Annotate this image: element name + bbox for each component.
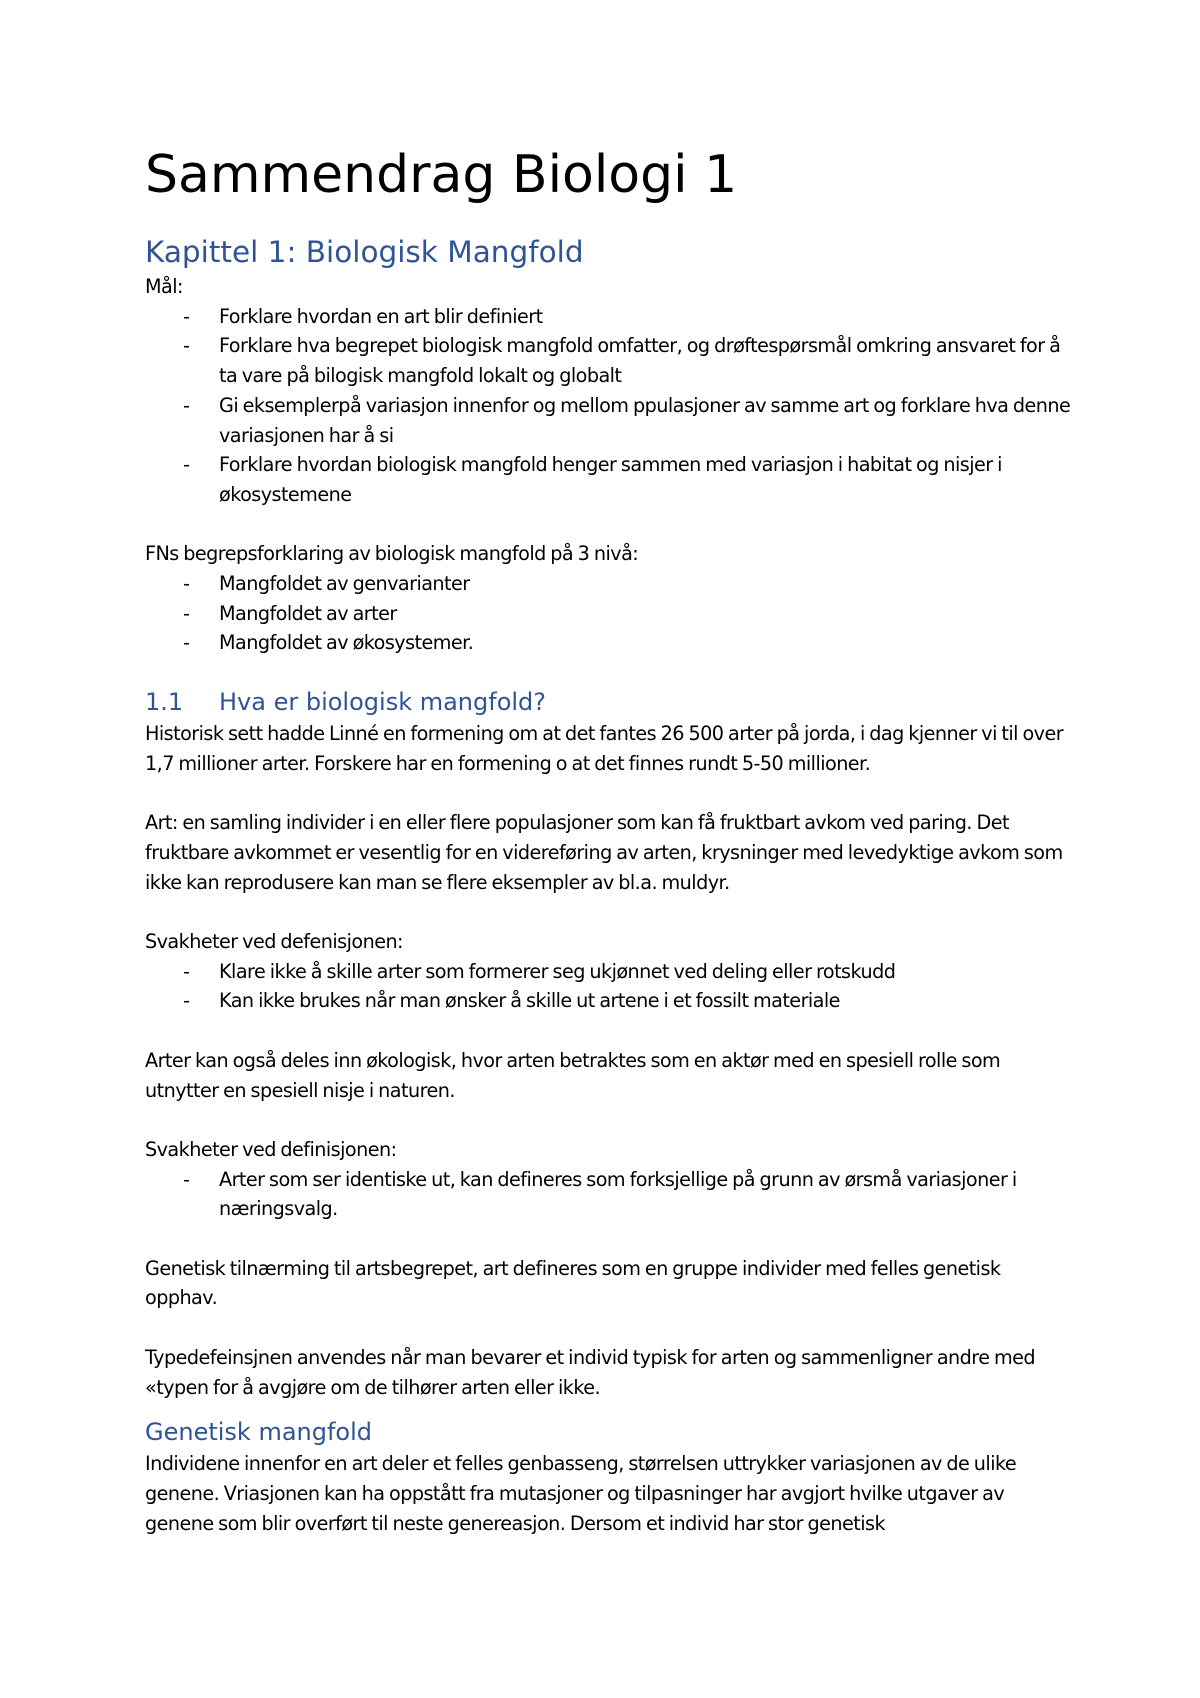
fn-intro-paragraph: FNs begrepsforklaring av biologisk mangfold på 3 nivå: [145, 542, 639, 566]
spacer [145, 1313, 1075, 1343]
goals-label: Mål: [145, 275, 183, 298]
list-item: - Forklare hvordan biologisk mangfold henger sammen med variasjon i habitat og nisjer i økosystemene [145, 450, 1075, 509]
genetic-diversity-paragraph: Individene innenfor en art deler et felles genbasseng, størrelsen uttrykker variasjonen av de ulike genene. Vriasjonen kan ha oppstått fra mutasjoner og tilpasninger har avgjort hvilke utgaver av genene som blir overført til neste genereasjon. Dersom et individ har stor genetisk [145, 1452, 1017, 1535]
weaknesses-list [145, 957, 1075, 1016]
list-item: - Mangfoldet av genvarianter [145, 569, 1075, 599]
spacer [145, 897, 1075, 927]
type-definition-paragraph: Typedefeinsjnen anvendes når man bevarer et individ typisk for arten og sammenligner andre med «typen for å avgjøre om de tilhører arten eller ikke. [145, 1345, 1036, 1399]
list-item: - Klare ikke å skille arter som formerer seg ukjønnet ved deling eller rotskudd [145, 957, 1075, 987]
section-number: 1.1 [145, 688, 184, 717]
ecological-paragraph: Arter kan også deles inn økologisk, hvor arten betraktes som en aktør med en spesiell rolle som utnytter en spesiell nisje i naturen. [145, 1048, 1001, 1102]
list-item: - Forklare hvordan en art blir definiert [145, 302, 1075, 332]
list-item: - Gi eksemplerpå variasjon innenfor og mellom ppulasjoner av samme art og forklare hva denne variasjonen har å si [145, 391, 1075, 450]
weaknesses-list [145, 1165, 1075, 1224]
section-title: Hva er biologisk mangfold? [219, 688, 547, 717]
weaknesses-label: Svakheter ved definisjonen: [145, 1137, 397, 1161]
chapter-heading: Kapittel 1: Biologisk Mangfold [145, 235, 584, 269]
list-item: - Arter som ser identiske ut, kan defineres som forksjellige på grunn av ørsmå variasjoner i næringsvalg. [145, 1165, 1075, 1224]
goals-list [145, 302, 1075, 510]
genetic-approach-paragraph: Genetisk tilnærming til artsbegrepet, art defineres som en gruppe individer med felles genetisk opphav. [145, 1256, 1001, 1310]
document-body [145, 232, 1075, 1538]
art-definition-paragraph: Art: en samling individer i en eller flere populasjoner som kan få fruktbart avkom ved paring. Det fruktbare avkommet er vesentlig for en videreføring av arten, krysninger med levedyktige avkom som ikke kan reprodusere kan man se flere eksempler av bl.a. muldyr. [145, 811, 1063, 894]
history-paragraph: Historisk sett hadde Linné en formening om at det fantes 26 500 arter på jorda, i dag kjenner vi til over 1,7 millioner arter. Forskere har en formening o at det finnes rundt 5-50 millioner. [145, 722, 1064, 775]
list-item: - Kan ikke brukes når man ønsker å skille ut artene i et fossilt materiale [145, 986, 1075, 1016]
list-item: - Forklare hva begrepet biologisk mangfold omfatter, og drøftespørsmål omkring ansvaret for å ta vare på bilogisk mangfold lokalt og globalt [145, 331, 1075, 390]
spacer [145, 510, 1075, 540]
section-heading-1-1 [145, 686, 1075, 719]
list-item: - Mangfoldet av arter [145, 599, 1075, 629]
document-title: Sammendrag Biologi 1 [145, 145, 738, 205]
weaknesses-label: Svakheter ved defenisjonen: [145, 930, 403, 954]
genetic-diversity-heading: Genetisk mangfold [145, 1418, 373, 1447]
fn-levels-list [145, 569, 1075, 658]
list-item: - Mangfoldet av økosystemer. [145, 628, 1075, 658]
spacer [145, 1016, 1075, 1046]
spacer [145, 1224, 1075, 1254]
spacer [145, 779, 1075, 809]
spacer [145, 1105, 1075, 1135]
